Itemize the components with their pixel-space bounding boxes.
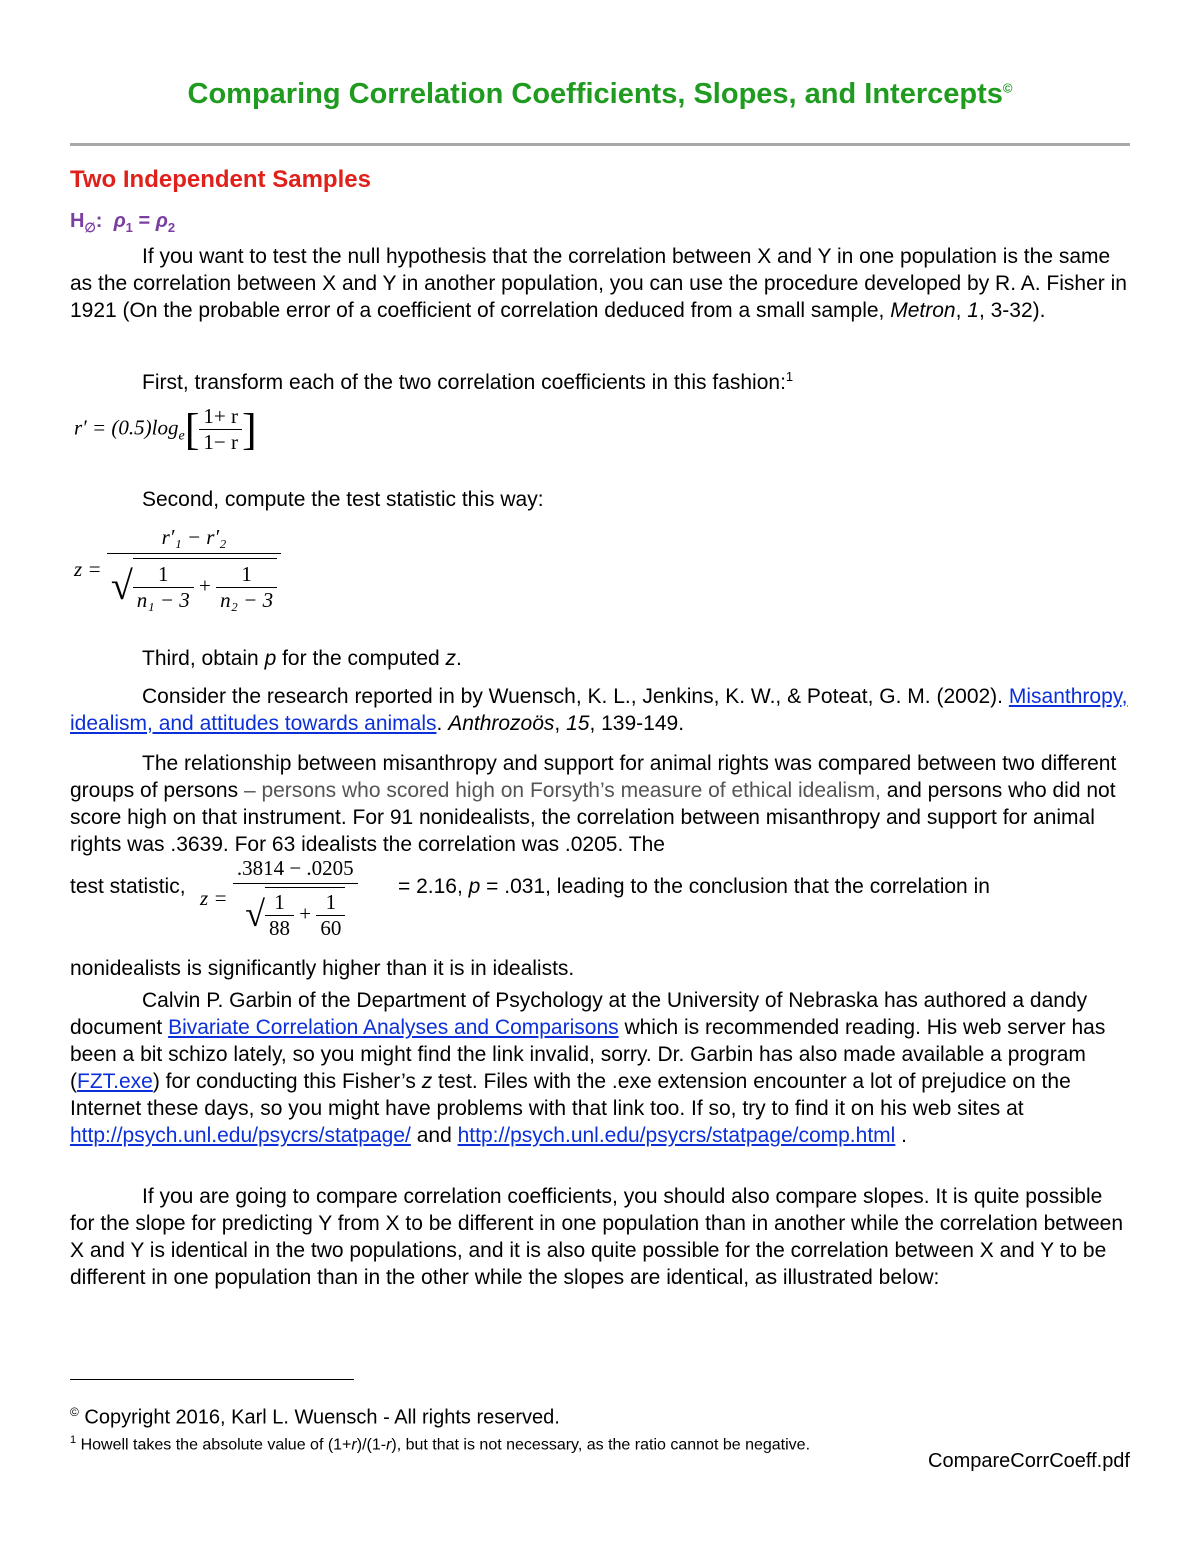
link-misanthropy-article[interactable]: Misanthropy, idealism, and attitudes towards animals <box>70 685 1128 735</box>
link-bivariate-correlation[interactable]: Bivariate Correlation Analyses and Comparisons <box>168 1016 619 1039</box>
link-fzt-exe[interactable]: FZT.exe <box>77 1070 153 1093</box>
paragraph-obtain-p: Third, obtain p for the computed z. <box>142 647 462 670</box>
paragraph-example: The relationship between misanthropy and support for animal rights was compared between two different groups of persons – persons who scored high on Forsyth’s measure of ethical idealism, and persons who did not score high on that instrument. For 91 nonidealists, the correlation between misanthropy and support for animal rights was .3639. For 63 idealists the correlation was .0205. The <box>70 752 1117 856</box>
equation-example-z: z = .3814 − .0205 √ $\frac{1}{88}$ + $\frac{1}{60}$ <box>200 856 358 941</box>
test-statistic-label: test statistic, <box>70 875 186 898</box>
link-statpage[interactable]: http://psych.unl.edu/psycrs/statpage/ <box>70 1124 411 1147</box>
paragraph-slopes: If you are going to compare correlation coefficients, you should also compare slopes. It is quite possible for the slope for predicting Y from X to be different in one population than in another while the correlation between X and Y is identical in the two populations, and it is also quite possible for the correlation between X and Y to be different in one population than in the other while the slopes are identical, as illustrated below: <box>70 1185 1124 1289</box>
null-hypothesis: $H_\emptyset$: $\rho_1 = \rho_2$ <box>70 210 176 235</box>
section-heading: Two Independent Samples <box>70 166 371 193</box>
title-divider <box>70 143 1130 146</box>
paragraph-citation: Consider the research reported in by Wuensch, K. L., Jenkins, K. W., & Poteat, G. M. (2002). Misanthropy, idealism, and attitudes towards animals. Anthrozoös, 15, 139-149. <box>70 685 1128 735</box>
document-title: Comparing Correlation Coefficients, Slopes, and Intercepts© <box>187 78 1013 110</box>
footnote-ref: 1 <box>785 369 794 384</box>
copyright-mark: © <box>1002 80 1013 96</box>
example-conclusion: nonidealists is significantly higher than it is in idealists. <box>70 957 575 980</box>
footnote-divider <box>70 1379 354 1380</box>
paragraph-test-statistic: Second, compute the test statistic this way: <box>142 488 544 511</box>
paragraph-transform: First, transform each of the two correlation coefficients in this fashion:$^1$ <box>142 369 794 394</box>
equation-z-statistic: z = r′₁ − r′₂ √ $\frac{1}{\text{n₁ − 3}}$ + $\frac{1}{\text{n₂ − 3}}$ <box>74 525 281 613</box>
footnote-copyright: © Copyright 2016, Karl L. Wuensch - All rights reserved. <box>70 1405 560 1429</box>
example-result: = 2.16, p = .031, leading to the conclusion that the correlation in <box>398 875 990 898</box>
page-footer-filename: CompareCorrCoeff.pdf <box>928 1450 1130 1472</box>
paragraph-intro: If you want to test the null hypothesis that the correlation between X and Y in one population is the same as the correlation between X and Y in another population, you can use the procedure developed by R. A. Fisher in 1921 (On the probable error of a coefficient of correlation deduced from a small sample, Metron, 1, 3-32). <box>70 245 1127 322</box>
paragraph-garbin: Calvin P. Garbin of the Department of Psychology at the University of Nebraska has authored a dandy document Bivariate Correlation Analyses and Comparisons which is recommended reading. His web server has been a bit schizo lately, so you might find the link invalid, sorry. Dr. Garbin has also made available a program (FZT.exe) for conducting this Fisher’s z test. Files with the .exe extension encounter a lot of prejudice on the Internet these days, so you might have problems with that link too. If so, try to find it on his web sites at http://psych.unl.edu/psycrs/statpage/ and http://psych.unl.edu/psycrs/statpage/comp.html . <box>70 989 1106 1147</box>
link-statpage-comp[interactable]: http://psych.unl.edu/psycrs/statpage/comp.html <box>457 1124 896 1147</box>
footnote-1: $^1$ Howell takes the absolute value of (1+r)/(1-r), but that is not necessary, as the ratio cannot be negative. <box>70 1434 811 1454</box>
equation-fisher-transform: $r' = (0.5)\log_e$[ $\frac{1+ r}{1- r}$ ] <box>74 404 257 454</box>
